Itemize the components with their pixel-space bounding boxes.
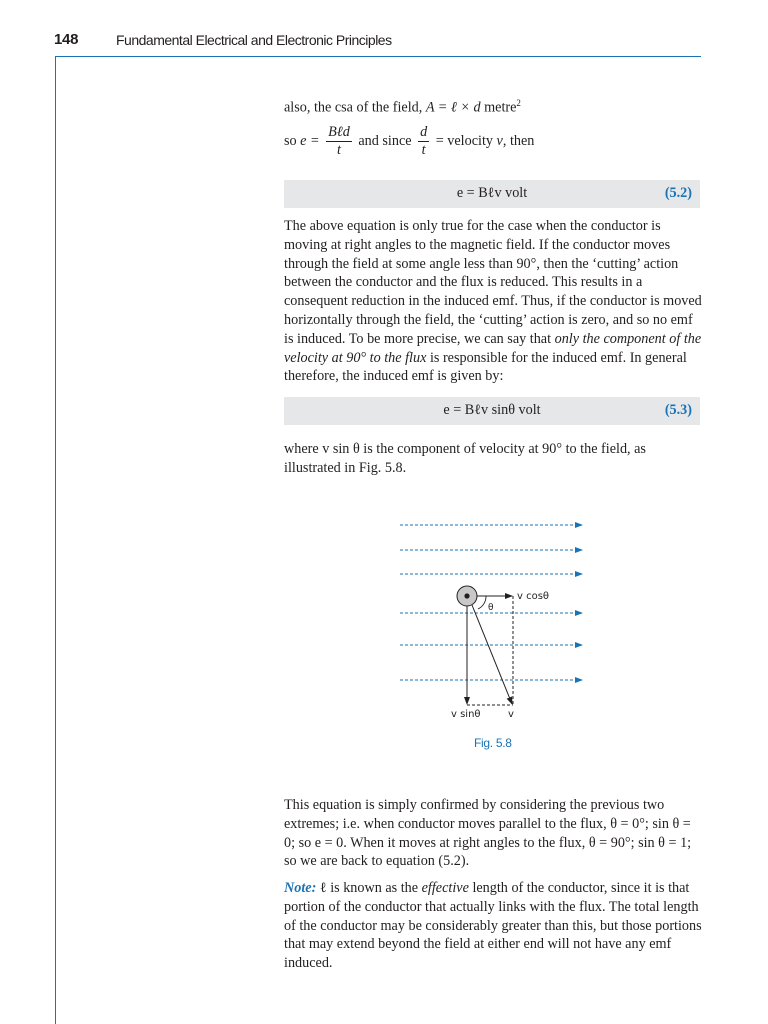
label-v: v (508, 709, 514, 720)
label-theta: θ (488, 603, 494, 613)
deriv-so: so (284, 132, 301, 149)
margin-rule (55, 56, 56, 1024)
main-paragraph (284, 217, 702, 386)
frac2-numerator: d (420, 124, 428, 140)
equation-5-2-box (284, 180, 700, 208)
figure-caption: Fig. 5.8 (474, 736, 512, 750)
confirm-paragraph: This equation is simply confirmed by considering the previous two extremes; i.e. when conductor moves parallel to the flux, θ = 0°; sin θ = 0; so e = 0. When it moves at right angles to the flux, θ = 90°; sin θ = 1; so we are back to equation (5.2). (284, 797, 692, 870)
note-label: Note: (284, 880, 317, 896)
csa-unit: metre (480, 99, 517, 116)
csa-pre: also, the csa of the field, (284, 99, 426, 116)
note-paragraph (284, 879, 702, 973)
note-pre: ℓ is known as the (316, 880, 422, 896)
label-vcos: v cosθ (517, 591, 550, 602)
main-paragraph-italic: only the component of the velocity at 90° to the flux (284, 330, 702, 366)
csa-superscript: 2 (516, 98, 521, 108)
note-italic: effective (421, 880, 469, 896)
csa-paragraph (284, 94, 702, 118)
running-title: Fundamental Electrical and Electronic Principles (116, 32, 392, 48)
frac2-denominator: t (421, 142, 426, 158)
deriv-then: , then (502, 132, 535, 149)
equation-5-3-number: (5.3) (664, 402, 692, 418)
equation-5-3: e = Bℓv sinθ volt (443, 402, 541, 418)
conductor-dot-icon (464, 593, 469, 598)
note-post: length of the conductor, since it is that portion of the conductor that actually links with the flux. The total length of the conductor may be considerably greater than this, but those portions that may extend beyond the field at either end will not have any emf induced. (284, 880, 702, 972)
csa-formula: A = ℓ × d (425, 99, 481, 116)
label-vsin: v sinθ (451, 709, 481, 720)
equation-5-3-box (284, 397, 700, 425)
deriv-e-eq: e = (300, 132, 324, 149)
velocity-arrow (472, 605, 512, 704)
figure-5-8-diagram (390, 510, 600, 722)
deriv-since: and since (354, 132, 416, 149)
deriv-velocity: = velocity (432, 132, 497, 149)
derivation-line (284, 124, 702, 159)
fraction-bld-over-t (326, 124, 352, 159)
deriv-v: v (496, 132, 503, 149)
equation-5-2-number: (5.2) (664, 185, 692, 201)
frac1-numerator: Bℓd (328, 124, 350, 140)
equation-5-2: e = Bℓv volt (456, 185, 528, 201)
header-rule (55, 56, 701, 57)
where-paragraph: where v sin θ is the component of velocity at 90° to the field, as illustrated in Fig. 5.8. (284, 441, 646, 476)
main-paragraph-text: The above equation is only true for the case when the conductor is moving at right angles to the magnetic field. If the conductor moves through the field at some angle less than 90°, then the ‘cutting’ action between the conductor and the flux is reduced. This results in a consequent reduction in the induced emf. Thus, if the conductor is moved horizontally through the field, the ‘cutting’ action is zero, and so no emf is induced. To be more precise, we can say that (284, 218, 702, 347)
fraction-d-over-t (418, 124, 429, 159)
theta-arc (478, 596, 486, 609)
page-number: 148 (54, 31, 79, 48)
frac1-denominator: t (337, 142, 341, 158)
main-paragraph-tail: is responsible for the induced emf. In general therefore, the induced emf is given by: (284, 349, 687, 385)
